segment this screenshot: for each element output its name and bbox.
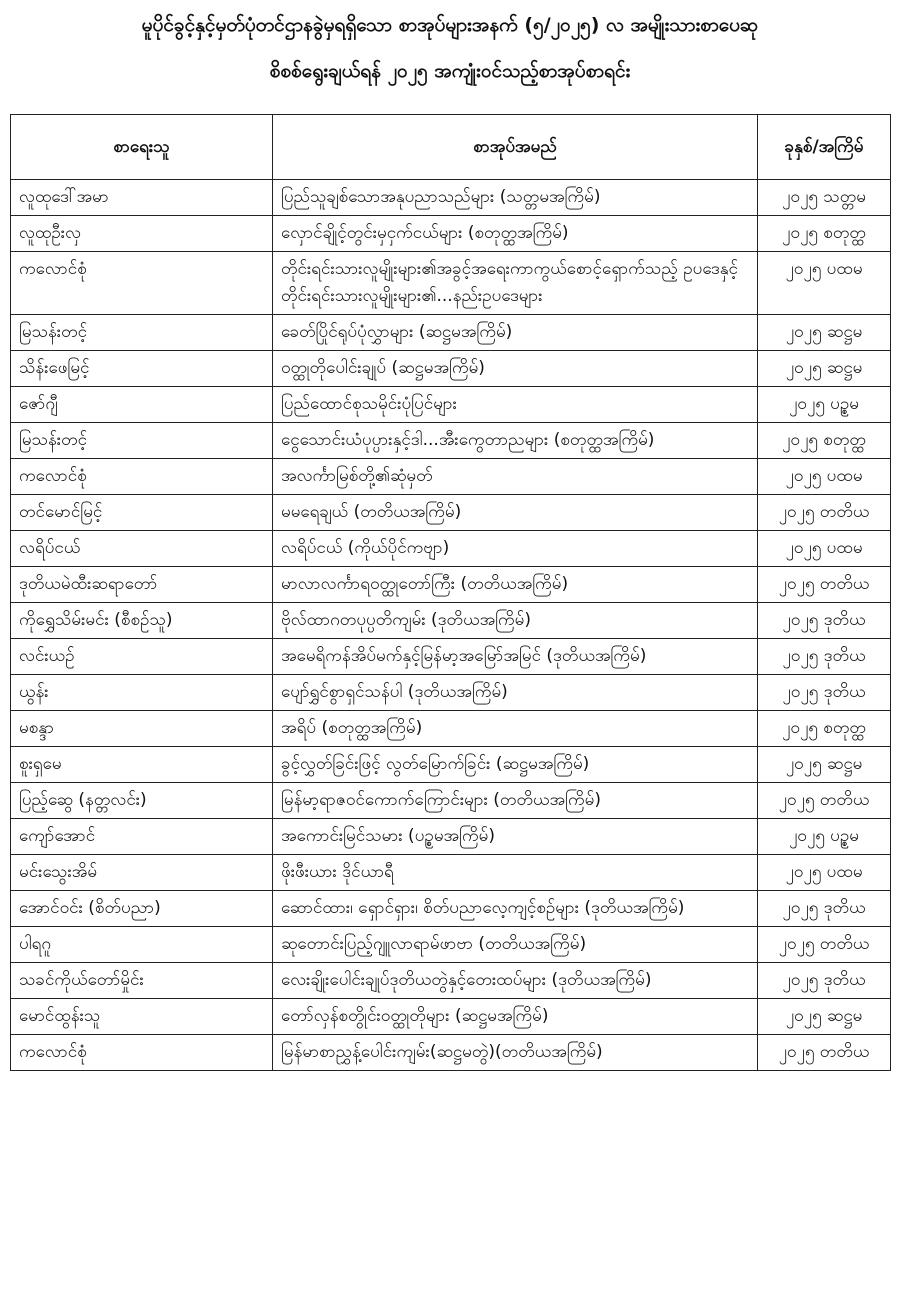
- table-row: [11, 603, 891, 639]
- edition-cell: ၂၀၂၅ တတိယ: [758, 783, 891, 819]
- book-title-cell: အရိပ် (စတုတ္ထအကြိမ်): [273, 711, 758, 747]
- edition-cell: ၂၀၂၅ ဒုတိယ: [758, 891, 891, 927]
- edition-cell: ၂၀၂၅ တတိယ: [758, 495, 891, 531]
- author-column-header: စာရေးသူ: [11, 115, 273, 180]
- table-row: [11, 963, 891, 999]
- edition-cell: ၂၀၂၅ ပထမ: [758, 252, 891, 315]
- author-cell: ယွန်း: [11, 675, 273, 711]
- book-title-cell: လရိပ်ငယ် (ကိုယ်ပိုင်ကဗျာ): [273, 531, 758, 567]
- book-title-cell: ခေတ်ပြိုင်ရုပ်ပုံလွှာများ (ဆဋ္ဌမအကြိမ်): [273, 315, 758, 351]
- edition-cell: ၂၀၂၅ ပထမ: [758, 531, 891, 567]
- author-cell: တင်မောင်မြင့်: [11, 495, 273, 531]
- table-row: [11, 1035, 891, 1071]
- author-cell: မြသန်းတင့်: [11, 315, 273, 351]
- edition-cell: ၂၀၂၅ ဒုတိယ: [758, 963, 891, 999]
- book-title-cell: မမရေချယ် (တတိယအကြိမ်): [273, 495, 758, 531]
- author-cell: မစန္ဒာ: [11, 711, 273, 747]
- edition-cell: ၂၀၂၅ စတုတ္ထ: [758, 423, 891, 459]
- edition-cell: ၂၀၂၅ ဆဋ္ဌမ: [758, 351, 891, 387]
- table-row: [11, 819, 891, 855]
- edition-cell: ၂၀၂၅ ဒုတိယ: [758, 639, 891, 675]
- table-row: [11, 495, 891, 531]
- book-title-cell: ခွင့်လွှတ်ခြင်းဖြင့် လွတ်မြောက်ခြင်း (ဆဋ္ဌမအကြိမ်): [273, 747, 758, 783]
- book-title-cell: တိုင်းရင်းသားလူမျိုးများ၏အခွင့်အရေးကာကွယ်စောင့်ရှောက်သည့် ဥပဒေနှင့်တိုင်းရင်းသားလူမျိုးများ၏...နည်းဥပဒေများ: [273, 252, 758, 315]
- author-cell: လူထုဒေါ်အမာ: [11, 180, 273, 216]
- author-cell: မင်းသွေးအိမ်: [11, 855, 273, 891]
- author-cell: ကျော်အောင်: [11, 819, 273, 855]
- edition-cell: ၂၀၂၅ တတိယ: [758, 1035, 891, 1071]
- book-title-cell: ဗိုလ်ထာဂတပုပ္ပတိကျမ်း (ဒုတိယအကြိမ်): [273, 603, 758, 639]
- author-cell: လူထုဦးလှ: [11, 216, 273, 252]
- book-title-cell: လေးချိုးပေါင်းချုပ်ဒုတိယတွဲနှင့်တေးထပ်များ (ဒုတိယအကြိမ်): [273, 963, 758, 999]
- table-header-row: [11, 115, 891, 180]
- table-row: [11, 531, 891, 567]
- table-row: [11, 675, 891, 711]
- edition-cell: ၂၀၂၅ ဆဋ္ဌမ: [758, 315, 891, 351]
- book-title-cell: မြန်မာစာညွှန့်ပေါင်းကျမ်း(ဆဋ္ဌမတွဲ)(တတိယအကြိမ်): [273, 1035, 758, 1071]
- author-cell: အောင်ဝင်း (စိတ်ပညာ): [11, 891, 273, 927]
- author-cell: စူးရှမေ: [11, 747, 273, 783]
- table-row: [11, 459, 891, 495]
- book-title-cell: ဆုတောင်းပြည့်ဂျူလာရာမ်ဖာဗာ (တတိယအကြိမ်): [273, 927, 758, 963]
- author-cell: ကလောင်စုံ: [11, 252, 273, 315]
- book-title-cell: လှောင်ချိုင့်တွင်းမှငှက်ငယ်များ (စတုတ္ထအကြိမ်): [273, 216, 758, 252]
- edition-cell: ၂၀၂၅ တတိယ: [758, 567, 891, 603]
- author-cell: ကလောင်စုံ: [11, 459, 273, 495]
- table-row: [11, 252, 891, 315]
- document-title: မူပိုင်ခွင့်နှင့်မှတ်ပုံတင်ဌာနခွဲမှရရှိသော စာအုပ်များအနက် (၅/၂၀၂၅) လ အမျိုးသားစာပေဆု: [141, 14, 759, 36]
- edition-cell: ၂၀၂၅ ပဉ္စမ: [758, 819, 891, 855]
- table-row: [11, 711, 891, 747]
- author-cell: သခင်ကိုယ်တော်မှိုင်း: [11, 963, 273, 999]
- book-column-header: စာအုပ်အမည်: [273, 115, 758, 180]
- edition-cell: ၂၀၂၅ ဒုတိယ: [758, 675, 891, 711]
- table-row: [11, 315, 891, 351]
- table-row: [11, 180, 891, 216]
- edition-cell: ၂၀၂၅ ဒုတိယ: [758, 603, 891, 639]
- book-title-cell: ပြည်ထောင်စုသမိုင်းပုံပြင်များ: [273, 387, 758, 423]
- edition-cell: ၂၀၂၅ ဆဋ္ဌမ: [758, 999, 891, 1035]
- book-title-cell: မာလာလင်္ကာရဝတ္ထုတော်ကြီး (တတိယအကြိမ်): [273, 567, 758, 603]
- edition-cell: ၂၀၂၅ သတ္တမ: [758, 180, 891, 216]
- book-title-cell: ပြည်သူချစ်သောအနုပညာသည်များ (သတ္တမအကြိမ်): [273, 180, 758, 216]
- author-cell: မောင်ထွန်းသူ: [11, 999, 273, 1035]
- book-title-cell: ဆောင်ထား၊ ရှောင်ရှား၊ စိတ်ပညာလေ့ကျင့်စဉ်များ (ဒုတိယအကြိမ်): [273, 891, 758, 927]
- author-cell: ကိုရွှေသိမ်းမင်း (စီစဉ်သူ): [11, 603, 273, 639]
- author-cell: မြသန်းတင့်: [11, 423, 273, 459]
- author-cell: ဒုတိယမဲထီးဆရာတော်: [11, 567, 273, 603]
- author-cell: ပြည့်ဆွေ (နတ္တလင်း): [11, 783, 273, 819]
- book-list-table: [10, 114, 891, 1071]
- table-row: [11, 216, 891, 252]
- table-row: [11, 639, 891, 675]
- book-title-cell: အလင်္ကာမြစ်တို့၏ဆုံမှတ်: [273, 459, 758, 495]
- book-title-cell: ဝတ္ထုတိုပေါင်းချုပ် (ဆဋ္ဌမအကြိမ်): [273, 351, 758, 387]
- edition-cell: ၂၀၂၅ စတုတ္ထ: [758, 216, 891, 252]
- document-subtitle: စိစစ်ရွေးချယ်ရန် ၂၀၂၅ အကျုံးဝင်သည့်စာအုပ်စာရင်း: [269, 60, 631, 82]
- edition-cell: ၂၀၂၅ ပထမ: [758, 459, 891, 495]
- book-title-cell: ငွေသောင်းယံပုပ္ပားနှင့်ဒါ...အီးကွေတာညများ (စတုတ္ထအကြိမ်): [273, 423, 758, 459]
- book-title-cell: အမေရိကန်အိပ်မက်နှင့်မြန်မာ့အမြော်အမြင် (ဒုတိယအကြိမ်): [273, 639, 758, 675]
- author-cell: ကလောင်စုံ: [11, 1035, 273, 1071]
- edition-column-header: ခုနှစ်/အကြိမ်: [758, 115, 891, 180]
- edition-cell: ၂၀၂၅ စတုတ္ထ: [758, 711, 891, 747]
- table-row: [11, 423, 891, 459]
- author-cell: ဇော်ဂျီ: [11, 387, 273, 423]
- table-row: [11, 999, 891, 1035]
- book-title-cell: ပျော်ရွှင်စွာရှင်သန်ပါ (ဒုတိယအကြိမ်): [273, 675, 758, 711]
- book-title-cell: မြန်မာ့ရာဇဝင်ကောက်ကြောင်းများ (တတိယအကြိမ်): [273, 783, 758, 819]
- edition-cell: ၂၀၂၅ တတိယ: [758, 927, 891, 963]
- edition-cell: ၂၀၂၅ ဆဋ္ဌမ: [758, 747, 891, 783]
- author-cell: သိန်းဖေမြင့်: [11, 351, 273, 387]
- table-row: [11, 855, 891, 891]
- book-title-cell: အကောင်းမြင်သမား (ပဉ္စမအကြိမ်): [273, 819, 758, 855]
- edition-cell: ၂၀၂၅ ပဉ္စမ: [758, 387, 891, 423]
- edition-cell: ၂၀၂၅ ပထမ: [758, 855, 891, 891]
- author-cell: ပါရဂူ: [11, 927, 273, 963]
- table-row: [11, 351, 891, 387]
- table-row: [11, 783, 891, 819]
- author-cell: လရိပ်ငယ်: [11, 531, 273, 567]
- table-body: [11, 180, 891, 1071]
- table-row: [11, 927, 891, 963]
- author-cell: လင်းယဉ်: [11, 639, 273, 675]
- table-row: [11, 891, 891, 927]
- table-row: [11, 747, 891, 783]
- book-title-cell: တော်လှန်စတွိုင်းဝတ္ထုတိုများ (ဆဋ္ဌမအကြိမ်): [273, 999, 758, 1035]
- book-title-cell: ဖိုးဖီးယား ဒိုင်ယာရီ: [273, 855, 758, 891]
- table-row: [11, 567, 891, 603]
- table-row: [11, 387, 891, 423]
